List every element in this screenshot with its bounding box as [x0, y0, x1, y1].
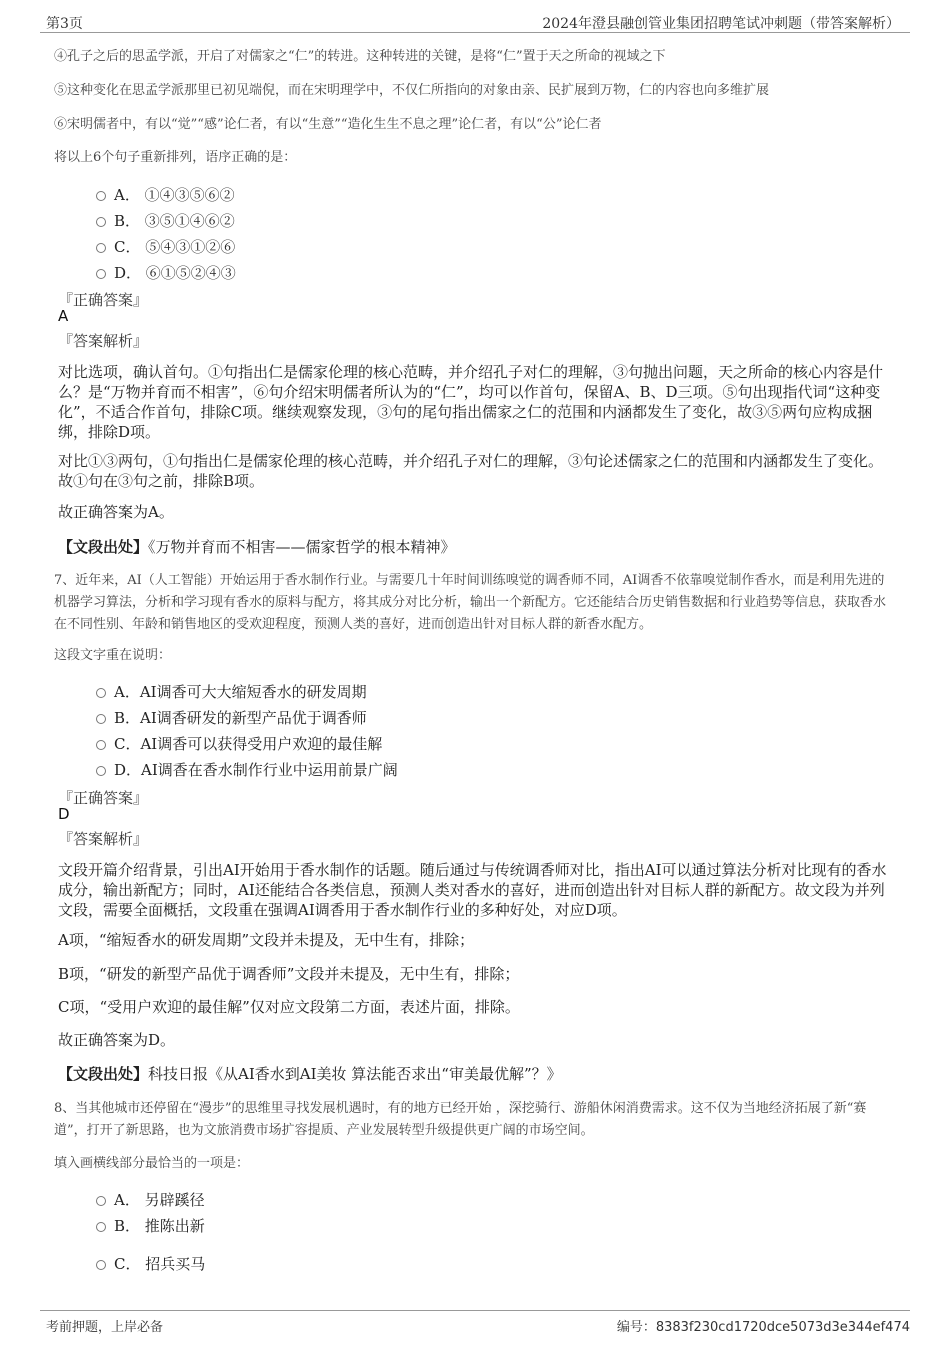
q7-option-d[interactable]: D．AI调香在香水制作行业中运用前景广阔 — [96, 759, 398, 780]
q8-stem: 填入画横线部分最恰当的一项是： — [54, 1156, 250, 1171]
q6-sentence-4: ④孔子之后的思孟学派，开启了对儒家之“仁”的转进。这种转进的关键，是将“仁”置于天之所命的视域之下 — [54, 49, 666, 64]
q6-option-c[interactable]: C． ⑤④③①②⑥ — [96, 236, 235, 257]
q7-option-b[interactable]: B．AI调香研发的新型产品优于调香师 — [96, 707, 367, 728]
q7-source — [58, 1064, 888, 1084]
q6-analysis-p1: 对比选项，确认首句。①句指出仁是儒家伦理的核心范畴，并介绍孔子对仁的理解，③句抛出问题，天之所命的核心内容是什么？是“万物并育而不相害”，⑥句介绍宋明儒者所认为的“仁”，均可以作首句，保留A、B、D三项。⑤句出现指代词“这种变化”，不适合作首句，排除C项。继续观察发现，③句的尾句指出儒家之仁的范围和内涵都发生了变化，故③⑤两句应构成捆绑，排除D项。 — [58, 363, 884, 441]
page-footer — [40, 1310, 910, 1337]
q7-analysis-b: B项，“研发的新型产品优于调香师”文段并未提及，无中生有，排除； — [58, 965, 520, 983]
q6-stem: 将以上6个句子重新排列，语序正确的是： — [54, 150, 297, 165]
q7-analysis-c: C项，“受用户欢迎的最佳解”仅对应文段第二方面，表述片面，排除。 — [58, 998, 520, 1016]
q7-answer-label: 『正确答案』 — [58, 789, 149, 807]
radio-icon[interactable] — [96, 217, 106, 227]
q6-source — [58, 537, 888, 557]
radio-icon[interactable] — [96, 243, 106, 253]
q7-answer: D — [58, 805, 70, 823]
page-header — [40, 10, 910, 33]
source-label: 【文段出处】 — [58, 538, 149, 556]
q6-analysis-p3: 故正确答案为A。 — [58, 503, 174, 521]
q6-analysis-label: 『答案解析』 — [58, 332, 149, 350]
radio-icon[interactable] — [96, 191, 106, 201]
q6-option-a[interactable]: A． ①④③⑤⑥② — [96, 184, 235, 205]
radio-icon[interactable] — [96, 740, 106, 750]
q6-option-d[interactable]: D． ⑥①⑤②④③ — [96, 262, 236, 283]
radio-icon[interactable] — [96, 766, 106, 776]
q7-analysis-a: A项，“缩短香水的研发周期”文段并未提及，无中生有，排除； — [58, 931, 475, 949]
radio-icon[interactable] — [96, 688, 106, 698]
q6-answer-label: 『正确答案』 — [58, 291, 149, 309]
q6-analysis-p2: 对比①③两句，①句指出仁是儒家伦理的核心范畴，并介绍孔子对仁的理解，③句论述儒家之仁的范围和内涵都发生了变化。故①句在③句之前，排除B项。 — [58, 452, 884, 490]
source-label: 【文段出处】 — [58, 1065, 149, 1083]
q7-option-c[interactable]: C．AI调香可以获得受用户欢迎的最佳解 — [96, 733, 382, 754]
q8-text: 8、当其他城市还停留在“漫步”的思维里寻找发展机遇时，有的地方已经开始 ，深挖骑行、游船休闲消费需求。这不仅为当地经济拓展了新“赛道”，打开了新思路，也为文旅消费市场扩容提质、产业发展转型升级提供更广阔的市场空间。 — [54, 1101, 867, 1138]
source-title: 《万物并育而不相害——儒家哲学的根本精神》 — [148, 538, 456, 556]
q7-analysis-label: 『答案解析』 — [58, 830, 149, 848]
radio-icon[interactable] — [96, 1222, 106, 1232]
radio-icon[interactable] — [96, 1196, 106, 1206]
q7-analysis-p3: 故正确答案为D。 — [58, 1031, 176, 1049]
source-title: 科技日报《从AI香水到AI美妆 算法能否求出“审美最优解”？》 — [148, 1065, 562, 1083]
document-title: 2024年澄县融创管业集团招聘笔试冲刺题（带答案解析） — [542, 16, 900, 32]
footer-slogan: 考前押题，上岸必备 — [46, 1320, 164, 1335]
radio-icon[interactable] — [96, 269, 106, 279]
q8-option-c[interactable]: C． 招兵买马 — [96, 1253, 205, 1274]
document-code: 编号：8383f230cd1720dce5073d3e344ef474 — [616, 1320, 910, 1335]
q6-option-b[interactable]: B． ③⑤①④⑥② — [96, 210, 235, 231]
q8-option-b[interactable]: B． 推陈出新 — [96, 1215, 205, 1236]
q7-text: 7、近年来，AI（人工智能）开始运用于香水制作行业。与需要几十年时间训练嗅觉的调香师不同，AI调香不依靠嗅觉制作香水，而是利用先进的机器学习算法，分析和学习现有香水的原料与配方，将其成分对比分析，输出一个新配方。它还能结合历史销售数据和行业趋势等信息，获取香水在不同性别、年龄和销售地区的受欢迎程度，预测人类的喜好，进而创造出针对目标人群的新香水配方。 — [54, 573, 887, 632]
q6-sentence-6: ⑥宋明儒者中，有以“觉”“感”论仁者，有以“生意”“造化生生不息之理”论仁者，有以“公”论仁者 — [54, 117, 602, 132]
q6-sentence-5: ⑤这种变化在思孟学派那里已初见端倪，而在宋明理学中，不仅仁所指向的对象由亲、民扩展到万物，仁的内容也向多维扩展 — [54, 83, 770, 98]
q7-analysis-p1: 文段开篇介绍背景，引出AI开始用于香水制作的话题。随后通过与传统调香师对比，指出AI可以通过算法分析对比现有的香水成分，输出新配方；同时，AI还能结合各类信息，预测人类对香水的喜好，进而创造出针对目标人群的新配方。故文段为并列文段，需要全面概括，文段重在强调AI调香用于香水制作行业的多种好处，对应D项。 — [58, 861, 887, 919]
radio-icon[interactable] — [96, 714, 106, 724]
q7-option-a[interactable]: A．AI调香可大大缩短香水的研发周期 — [96, 681, 367, 702]
q8-option-a[interactable]: A． 另辟蹊径 — [96, 1189, 205, 1210]
page-number: 第3页 — [46, 16, 83, 32]
q7-stem: 这段文字重在说明： — [54, 648, 172, 663]
radio-icon[interactable] — [96, 1260, 106, 1270]
q6-answer: A — [58, 307, 69, 325]
